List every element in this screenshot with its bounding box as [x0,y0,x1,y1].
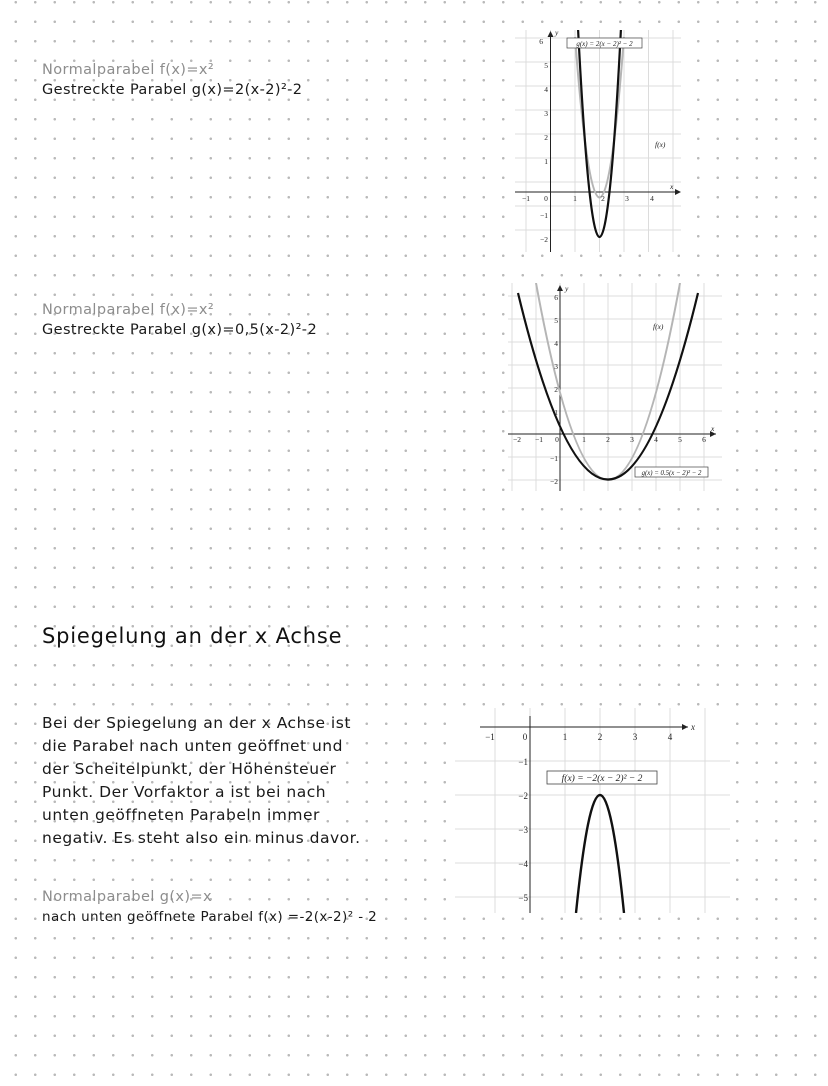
graph2-x-tick: 0 [555,435,559,444]
graph3-x-tick: 4 [667,732,673,742]
graph2-y-tick: 1 [554,408,558,417]
graph2-y-tick: 3 [554,362,558,371]
section-heading: Spiegelung an der x Achse [42,624,343,648]
graph3-y-tick: −1 [518,757,528,767]
graph3-y-tick: −4 [518,859,528,869]
graph2-x-tick: 3 [630,435,634,444]
graph3-x-tick: −1 [485,732,495,742]
paragraph-line: Bei der Spiegelung an der x Achse ist [42,714,351,732]
graph2-y-tick: 5 [554,316,558,325]
graph1-y-tick: 2 [544,133,548,142]
graph3-x-tick: 3 [632,732,638,742]
paragraph-line: die Parabel nach unten geöffnet und [42,737,343,755]
graph2-reference-label: f(x) [653,322,664,331]
graph2-y-tick: 2 [554,385,558,394]
graph3-grid [455,708,730,913]
graph2-x-tick: 5 [678,435,682,444]
graph1-y-arrow [548,31,554,37]
graph2-svg [508,283,722,491]
graph1-y-tick: 4 [544,85,548,94]
graph1-x-tick: 0 [544,194,548,203]
note-normalparabel-1: Normalparabel f(x)=x² [42,62,215,78]
graph-stretched-parabel-0-5 [508,283,722,491]
note-downward-parabel: nach unten geöffnete Parabel f(x) =-2(x-2)² - 2 [42,909,378,925]
graph2-y-arrow [557,285,563,291]
graph3-x-tick: 2 [597,732,603,742]
graph2-x-tick: −1 [535,435,543,444]
graph2-y-tick: 4 [554,339,558,348]
graph2-x-tick: 6 [702,435,706,444]
graph1-x-label: x [670,182,674,191]
paragraph-line: negativ. Es steht also ein minus davor. [42,829,361,847]
note-gestreckte-parabel-1: Gestreckte Parabel g(x)=2(x-2)²-2 [42,82,303,98]
graph3-y-tick: −3 [518,825,528,835]
graph3-x-arrow [682,724,688,730]
graph2-y-tick: −1 [550,454,558,463]
graph1-reference-label: f(x) [655,140,666,149]
paragraph-line: der Scheitelpunkt, der Höhensteuer [42,760,337,778]
graph1-function-label: g(x) = 2(x − 2)² − 2 [576,40,633,48]
note-gestreckte-parabel-2: Gestreckte Parabel g(x)=0,5(x-2)²-2 [42,322,318,338]
graph3-x-tick: 0 [522,732,528,742]
graph1-y-tick: 5 [544,61,548,70]
note-normalparabel-3: Normalparabel g(x)=x [42,889,212,905]
graph1-y-label: y [555,30,559,37]
graph1-x-tick: 1 [573,194,577,203]
graph3-y-tick: −2 [518,791,528,801]
graph3-x-tick: 1 [562,732,568,742]
note-normalparabel-2: Normalparabel f(x)=x² [42,302,215,318]
graph2-x-label: x [711,424,715,433]
graph2-y-label: y [565,284,569,293]
graph1-x-arrow [675,189,681,195]
graph2-function-label: g(x) = 0.5(x − 2)² − 2 [641,470,702,477]
graph2-y-tick: −2 [550,477,558,486]
graph1-y-tick: 6 [539,37,543,46]
graph2-x-tick: −2 [513,435,521,444]
graph1-y-tick: 3 [544,109,548,118]
graph1-y-tick: −2 [540,235,548,244]
graph3-function-label: f(x) = −2(x − 2)² − 2 [561,774,643,784]
paragraph-line: Punkt. Der Vorfaktor a ist bei nach [42,783,327,801]
graph3-svg [455,708,730,913]
graph-reflected-parabel [455,708,730,913]
graph2-y-tick: 6 [554,293,558,302]
graph1-x-tick: 3 [625,194,629,203]
graph1-svg [515,30,681,252]
graph3-x-label: x [691,722,695,732]
graph1-y-tick: 1 [544,157,548,166]
graph2-x-tick: 1 [582,435,586,444]
graph2-x-tick: 4 [654,435,658,444]
graph1-y-tick: −1 [540,211,548,220]
graph1-x-tick: 2 [601,194,605,203]
graph-stretched-parabel-2 [515,30,681,252]
explanation-paragraph [42,712,392,850]
graph2-grid [508,283,722,491]
paragraph-line: unten geöffneten Parabeln immer [42,806,320,824]
graph1-x-tick: 4 [650,194,654,203]
graph2-x-tick: 2 [606,435,610,444]
graph3-y-tick: −5 [518,893,528,903]
graph1-x-tick: −1 [522,194,530,203]
